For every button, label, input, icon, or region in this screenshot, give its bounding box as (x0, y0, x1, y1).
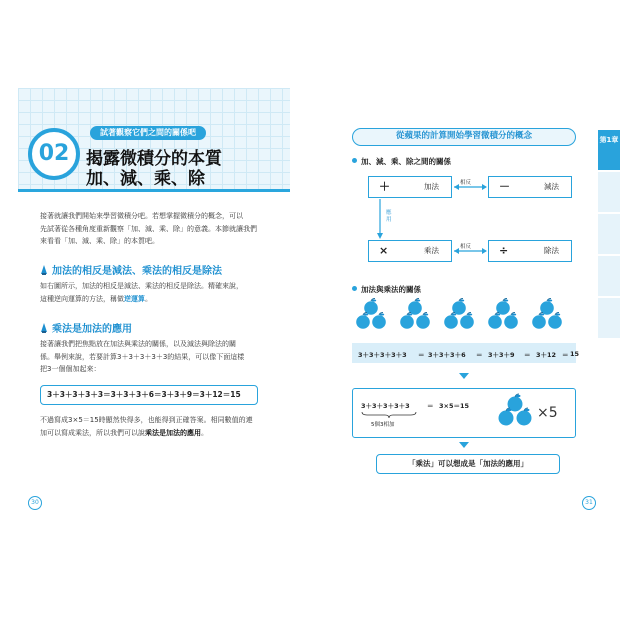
section1-paragraph (40, 280, 280, 305)
sum-term: 3＋3＋9 (488, 351, 515, 359)
mult-expression: 3＋3＋3＋3＋3 (361, 402, 410, 410)
apple-title: 加法與乘法的關係 (361, 285, 421, 294)
chapter-title-line1: 揭露微積分的本質 (86, 149, 222, 169)
sum-term: 3＋3＋3＋6 (428, 351, 466, 359)
chapter-tab[interactable] (598, 298, 620, 338)
section1-line: 如右圖所示，加法的相反是減法、乘法的相反是除法。精確來說， (40, 282, 243, 290)
intro-line: 接著就讓我們開始來學習微積分吧。若想掌握微積分的概念，可以 (40, 212, 243, 220)
intro-paragraph (40, 210, 280, 248)
section2-line: 把3一個個加起來： (40, 365, 101, 373)
apple-pyramid (495, 393, 535, 435)
conclusion-line: 不過寫成3×5＝15時顯然快得多，也能得到正確答案。相同數值的連 (40, 416, 253, 424)
subtraction-label: 減法 (544, 182, 559, 191)
apply-arrow (377, 199, 383, 239)
left-page-number: 30 (28, 496, 42, 510)
pencil-icon (40, 322, 48, 333)
apple-icon (460, 313, 474, 329)
mult-equals: ＝ (427, 402, 434, 410)
apply-label: 應用 (386, 210, 392, 223)
sum-equals: ＝ (524, 351, 531, 359)
sum-equals: ＝ (418, 351, 425, 359)
down-arrow-icon (459, 373, 469, 379)
chapter-title-block (18, 88, 290, 192)
section1-line: 這種逆向運算的方法，稱做 (40, 294, 124, 303)
apple-icon (499, 408, 514, 426)
sum-term: 3＋12 (536, 351, 557, 359)
multiplication-example-box (352, 388, 576, 438)
chapter-number: 02 (28, 128, 80, 180)
sum-equals: ＝ (562, 351, 569, 359)
concept-header: 從蘋果的計算開始學習微積分的概念 (352, 128, 576, 146)
apple-icon (400, 313, 414, 329)
right-page (330, 88, 598, 528)
conclusion-end: 。 (201, 428, 208, 437)
addition-equation-box: 3＋3＋3＋3＋3＝3＋3＋3＋6＝3＋3＋9＝3＋12＝15 (40, 385, 258, 405)
plus-icon: ＋ (379, 180, 390, 193)
section2-heading (40, 320, 132, 335)
section2-line: 接著讓我們把焦點放在加法與乘法的關係，以及減法與除法的關 (40, 340, 236, 348)
relation-arrows (330, 88, 598, 288)
section2-line: 係。舉例來說，若要計算3＋3＋3＋3＋3的結果，可以像下面這樣 (40, 352, 245, 361)
chapter-tab-active[interactable]: 第1章 (598, 130, 620, 170)
apple-icon (488, 313, 502, 329)
apple-icon (416, 313, 430, 329)
bullet-dot-icon (352, 286, 357, 291)
multiplication-label: 乘法 (424, 246, 439, 255)
inverse-operation-keyword: 逆運算 (124, 294, 145, 303)
conclusion-keyword: 乘法是加法的應用 (145, 428, 201, 437)
apple-icon (532, 313, 546, 329)
opposite-label-bottom: 相反 (460, 244, 472, 250)
addition-label: 加法 (424, 182, 439, 191)
divide-icon: ÷ (499, 244, 509, 257)
times-icon: × (379, 244, 389, 257)
apple-icon (444, 313, 458, 329)
apple-icon (372, 313, 386, 329)
division-label: 除法 (544, 246, 559, 255)
intro-line: 來看看「加、減、乘、除」的本質吧。 (40, 237, 159, 245)
chapter-subtitle: 試著觀察它們之間的關係吧 (90, 126, 206, 140)
conclusion-line: 加可以寫成乘法，所以我們可以說 (40, 428, 145, 437)
sum-term: 15 (570, 350, 580, 358)
brace-icon (361, 411, 417, 419)
right-page-number: 31 (582, 496, 596, 510)
apple-icon (356, 313, 370, 329)
conclusion-paragraph (40, 414, 280, 439)
section1-heading (40, 262, 222, 277)
section2-title: 乘法是加法的應用 (52, 324, 132, 335)
brace-label: 5個3相加 (371, 422, 395, 428)
section2-paragraph (40, 338, 280, 376)
conclusion-box: 「乘法」可以想成是「加法的應用」 (376, 454, 560, 474)
apple-icon (517, 408, 532, 426)
mult-result: 3×5＝15 (439, 402, 470, 410)
chapter-tab[interactable] (598, 172, 620, 212)
pencil-icon (40, 264, 48, 275)
section1-title: 加法的相反是減法、乘法的相反是除法 (52, 266, 222, 277)
sum-term: 3＋3＋3＋3＋3 (358, 351, 407, 359)
times-five: ×5 (537, 405, 558, 421)
down-arrow-icon (459, 442, 469, 448)
apple-icon (504, 313, 518, 329)
chapter-tab[interactable] (598, 256, 620, 296)
opposite-label-top: 相反 (460, 180, 472, 186)
minus-icon: － (499, 180, 510, 193)
chapter-tab[interactable] (598, 214, 620, 254)
apple-groups (352, 298, 576, 342)
chapter-tabs (598, 130, 620, 340)
sum-equals: ＝ (476, 351, 483, 359)
apple-icon (548, 313, 562, 329)
intro-line: 先試著從各種角度重新觀察「加、減、乘、除」的意義。本節就讓我們 (40, 224, 257, 233)
relation-title: 加、減、乘、除之間的關係 (361, 157, 451, 166)
left-page (18, 88, 290, 528)
section1-end: 。 (145, 294, 152, 303)
apple-heading (352, 284, 421, 295)
chapter-title-line2: 加、減、乘、除 (86, 169, 205, 189)
